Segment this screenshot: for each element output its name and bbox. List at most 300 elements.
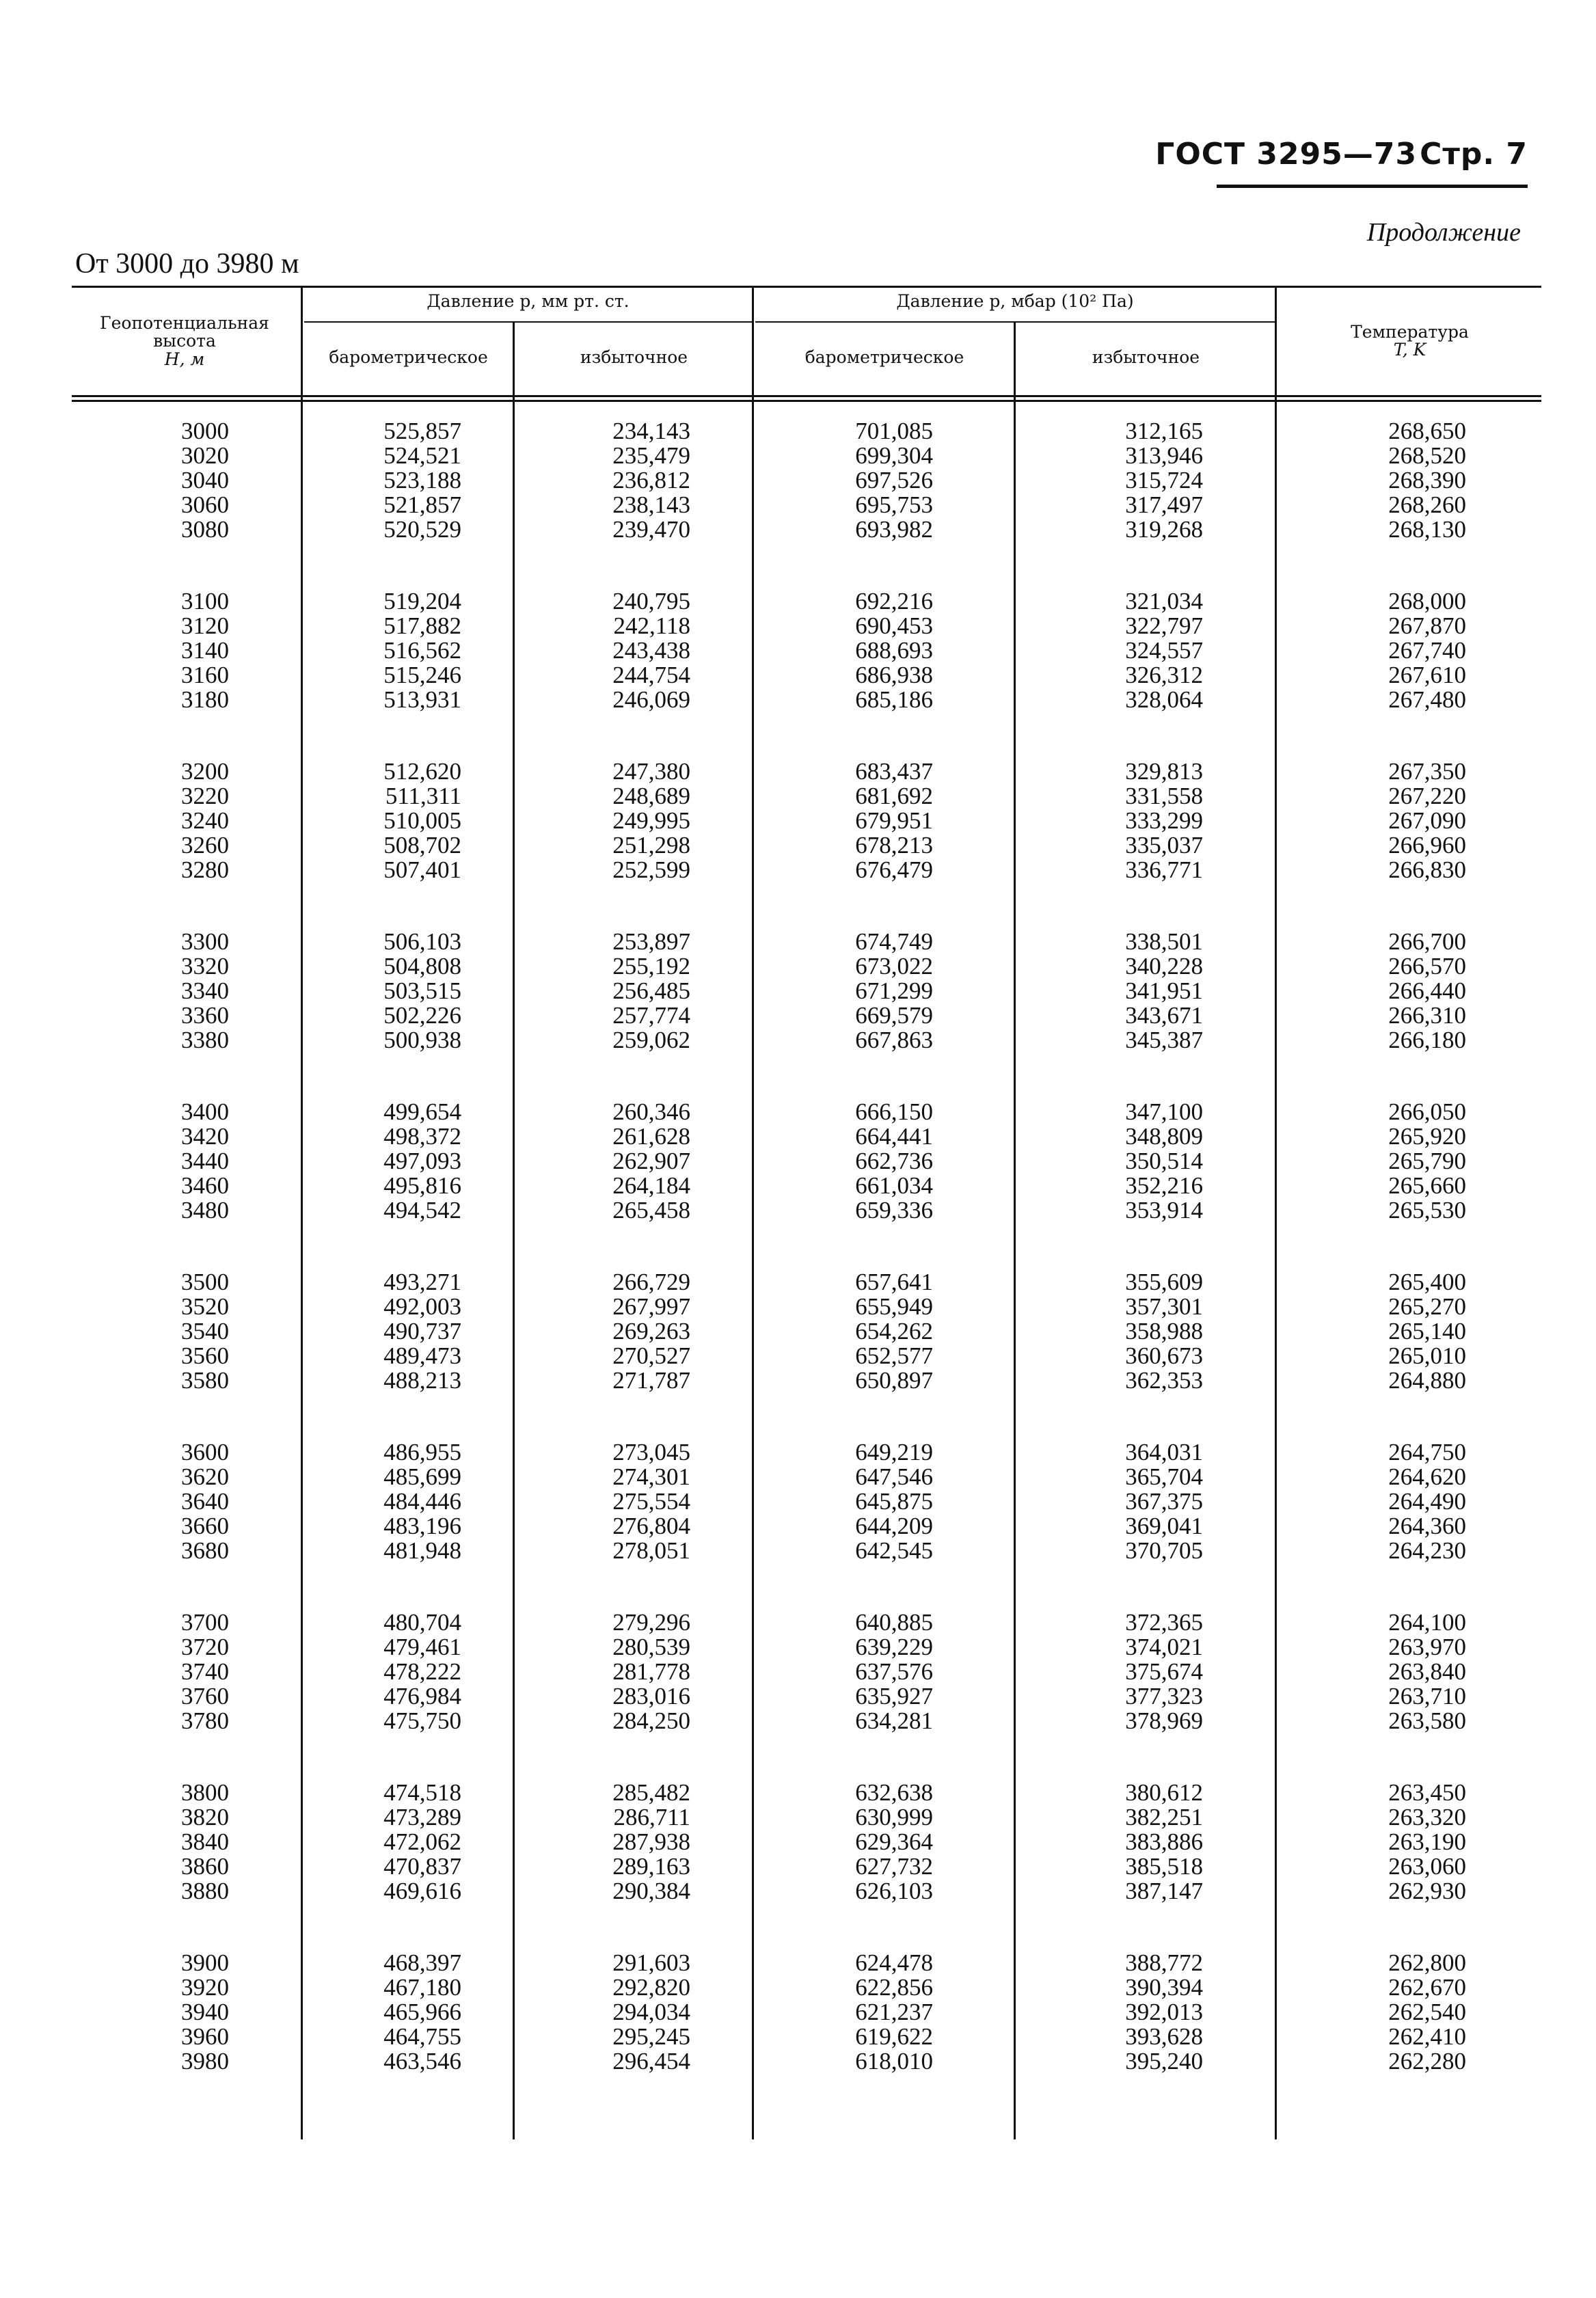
table-row — [72, 1100, 1541, 1124]
pressure-mbar-barometric-cell: 659,336 — [855, 1197, 933, 1224]
pressure-mbar-excess-cell: 367,375 — [1125, 1488, 1203, 1515]
pressure-mbar-barometric-cell: 666,150 — [855, 1098, 933, 1125]
height-cell: 3040 — [181, 467, 229, 494]
height-cell: 3600 — [181, 1439, 229, 1465]
pressure-mbar-barometric-cell: 626,103 — [855, 1878, 933, 1904]
height-cell: 3980 — [181, 2048, 229, 2074]
pressure-mbar-barometric-cell: 662,736 — [855, 1148, 933, 1174]
temperature-cell: 266,960 — [1388, 832, 1466, 859]
pressure-mbar-barometric-cell: 674,749 — [855, 928, 933, 955]
table-row — [72, 1440, 1541, 1465]
pressure-mm-excess-cell: 287,938 — [612, 1828, 690, 1855]
table-row — [72, 1684, 1541, 1709]
height-cell: 3620 — [181, 1463, 229, 1490]
temperature-cell: 268,650 — [1388, 418, 1466, 444]
pressure-mm-barometric-cell: 470,837 — [383, 1853, 461, 1880]
table-row — [72, 1805, 1541, 1830]
height-cell: 3660 — [181, 1513, 229, 1539]
table-row — [72, 1610, 1541, 1635]
pressure-mbar-barometric-cell: 650,897 — [855, 1367, 933, 1394]
pressure-mm-excess-cell: 239,470 — [612, 516, 690, 543]
temperature-column-header — [1278, 323, 1541, 360]
pressure-mm-excess-cell: 236,812 — [612, 467, 690, 494]
row-group — [72, 759, 1541, 882]
height-cell: 3200 — [181, 758, 229, 785]
height-cell: 3320 — [181, 953, 229, 979]
pressure-mbar-excess-cell: 377,323 — [1125, 1683, 1203, 1709]
gost-number: ГОСТ 3295—73 — [1155, 137, 1418, 172]
height-cell: 3060 — [181, 491, 229, 518]
pressure-mbar-excess-cell: 333,299 — [1125, 807, 1203, 834]
pressure-mm-excess-cell: 267,997 — [612, 1293, 690, 1320]
height-cell: 3460 — [181, 1172, 229, 1199]
pressure-mbar-excess-cell: 321,034 — [1125, 588, 1203, 614]
pressure-mm-barometric-cell: 513,931 — [383, 686, 461, 713]
table-row — [72, 2000, 1541, 2025]
pressure-mbar-barometric-cell: 679,951 — [855, 807, 933, 834]
range-caption: От 3000 до 3980 м — [75, 248, 299, 280]
pressure-mm-barometric-cell: 476,984 — [383, 1683, 461, 1709]
pressure-mbar-barometric-cell: 693,982 — [855, 516, 933, 543]
pressure-mbar-excess-cell: 312,165 — [1125, 418, 1203, 444]
temperature-cell: 264,750 — [1388, 1439, 1466, 1465]
table-row — [72, 468, 1541, 493]
pressure-mm-barometric-cell: 504,808 — [383, 953, 461, 979]
temperature-cell: 264,620 — [1388, 1463, 1466, 1490]
temperature-cell: 264,230 — [1388, 1537, 1466, 1564]
pressure-mm-excess-cell: 289,163 — [612, 1853, 690, 1880]
pressure-mbar-excess-cell: 372,365 — [1125, 1609, 1203, 1636]
table-row — [72, 2025, 1541, 2049]
table-row — [72, 1854, 1541, 1879]
pressure-mm-excess-header: избыточное — [580, 347, 688, 367]
table-row — [72, 1489, 1541, 1514]
height-header-line1: Геопотенциальная — [100, 313, 269, 333]
pressure-mbar-excess-cell: 345,387 — [1125, 1027, 1203, 1053]
pressure-mm-barometric-cell: 474,518 — [383, 1779, 461, 1806]
pressure-mbar-excess-cell: 383,886 — [1125, 1828, 1203, 1855]
temperature-cell: 265,530 — [1388, 1197, 1466, 1224]
row-group — [72, 930, 1541, 1053]
pressure-mbar-excess-cell: 392,013 — [1125, 1999, 1203, 2025]
table-row — [72, 1635, 1541, 1660]
pressure-mm-excess-cell: 279,296 — [612, 1609, 690, 1636]
pressure-mbar-excess-cell: 388,772 — [1125, 1949, 1203, 1976]
pressure-mm-excess-cell: 265,458 — [612, 1197, 690, 1224]
table-row — [72, 517, 1541, 542]
height-cell: 3160 — [181, 662, 229, 688]
pressure-mbar-barometric-cell: 657,641 — [855, 1269, 933, 1295]
pressure-mbar-barometric-cell: 640,885 — [855, 1609, 933, 1636]
pressure-mm-barometric-cell: 492,003 — [383, 1293, 461, 1320]
table-row — [72, 833, 1541, 858]
pressure-mbar-barometric-header: барометрическое — [804, 347, 964, 367]
pressure-mm-barometric-cell: 520,529 — [383, 516, 461, 543]
temperature-cell: 267,870 — [1388, 612, 1466, 639]
pressure-mm-excess-cell: 285,482 — [612, 1779, 690, 1806]
height-cell: 3180 — [181, 686, 229, 713]
pressure-mbar-excess-cell: 382,251 — [1125, 1804, 1203, 1830]
temperature-cell: 267,610 — [1388, 662, 1466, 688]
table-row — [72, 1951, 1541, 1975]
pressure-mbar-barometric-cell: 664,441 — [855, 1123, 933, 1150]
table-row — [72, 2049, 1541, 2074]
pressure-mbar-barometric-cell: 683,437 — [855, 758, 933, 785]
table-row — [72, 1149, 1541, 1174]
temperature-cell: 267,350 — [1388, 758, 1466, 785]
pressure-mbar-excess-cell: 360,673 — [1125, 1342, 1203, 1369]
pressure-mbar-excess-cell: 395,240 — [1125, 2048, 1203, 2074]
pressure-mm-excess-cell: 295,245 — [612, 2023, 690, 2050]
pressure-mm-excess-cell: 243,438 — [612, 637, 690, 664]
pressure-mbar-excess-cell: 387,147 — [1125, 1878, 1203, 1904]
pressure-mm-excess-cell: 261,628 — [612, 1123, 690, 1150]
pressure-mbar-excess-cell: 340,228 — [1125, 953, 1203, 979]
temperature-cell: 262,410 — [1388, 2023, 1466, 2050]
temperature-cell: 264,100 — [1388, 1609, 1466, 1636]
pressure-mbar-barometric-cell: 673,022 — [855, 953, 933, 979]
row-group — [72, 419, 1541, 542]
pressure-mm-barometric-cell: 508,702 — [383, 832, 461, 859]
table-row — [72, 1198, 1541, 1223]
height-cell: 3260 — [181, 832, 229, 859]
table-row — [72, 1660, 1541, 1684]
pressure-mbar-excess-cell: 358,988 — [1125, 1318, 1203, 1344]
pressure-mbar-excess-cell: 341,951 — [1125, 977, 1203, 1004]
pressure-mm-excess-cell: 294,034 — [612, 1999, 690, 2025]
pressure-mbar-excess-cell: 348,809 — [1125, 1123, 1203, 1150]
pressure-mbar-excess-cell: 347,100 — [1125, 1098, 1203, 1125]
table-row — [72, 809, 1541, 833]
temperature-cell: 263,970 — [1388, 1634, 1466, 1660]
height-cell: 3860 — [181, 1853, 229, 1880]
temperature-cell: 265,270 — [1388, 1293, 1466, 1320]
pressure-mm-excess-cell: 249,995 — [612, 807, 690, 834]
pressure-mm-barometric-cell: 484,446 — [383, 1488, 461, 1515]
height-cell: 3520 — [181, 1293, 229, 1320]
temperature-cell: 267,220 — [1388, 783, 1466, 809]
pressure-mm-excess-cell: 270,527 — [612, 1342, 690, 1369]
temperature-cell: 266,310 — [1388, 1002, 1466, 1029]
height-header-line2: высота — [153, 331, 216, 351]
height-header-line3: H, м — [164, 349, 205, 369]
pressure-mm-excess-cell: 276,804 — [612, 1513, 690, 1539]
pressure-mbar-excess-cell: 380,612 — [1125, 1779, 1203, 1806]
table-row — [72, 1830, 1541, 1854]
pressure-mbar-excess-cell: 378,969 — [1125, 1707, 1203, 1734]
table-row — [72, 1270, 1541, 1295]
pressure-mm-barometric-cell: 473,289 — [383, 1804, 461, 1830]
pressure-mm-barometric-header: барометрическое — [329, 347, 488, 367]
pressure-mm-barometric-cell: 485,699 — [383, 1463, 461, 1490]
pressure-mbar-excess-cell: 350,514 — [1125, 1148, 1203, 1174]
height-cell: 3880 — [181, 1878, 229, 1904]
temperature-header-line1: Температура — [1351, 322, 1469, 342]
height-cell: 3540 — [181, 1318, 229, 1344]
pressure-mm-barometric-cell: 506,103 — [383, 928, 461, 955]
pressure-mm-barometric-cell: 494,542 — [383, 1197, 461, 1224]
temperature-cell: 263,190 — [1388, 1828, 1466, 1855]
temperature-cell: 266,050 — [1388, 1098, 1466, 1125]
pressure-mbar-barometric-cell: 632,638 — [855, 1779, 933, 1806]
height-cell: 3920 — [181, 1974, 229, 2001]
temperature-cell: 263,840 — [1388, 1658, 1466, 1685]
height-cell: 3020 — [181, 442, 229, 469]
pressure-mm-excess-cell: 260,346 — [612, 1098, 690, 1125]
table-row — [72, 1879, 1541, 1904]
height-cell: 3560 — [181, 1342, 229, 1369]
continuation-label: Продолжение — [1366, 218, 1521, 247]
pressure-mm-excess-cell: 278,051 — [612, 1537, 690, 1564]
pressure-mm-barometric-cell: 497,093 — [383, 1148, 461, 1174]
height-cell: 3400 — [181, 1098, 229, 1125]
pressure-mm-barometric-cell: 472,062 — [383, 1828, 461, 1855]
pressure-mm-excess-cell: 252,599 — [612, 856, 690, 883]
table-row — [72, 1368, 1541, 1393]
temperature-cell: 262,670 — [1388, 1974, 1466, 2001]
pressure-mm-excess-cell: 259,062 — [612, 1027, 690, 1053]
pressure-mm-excess-cell: 291,603 — [612, 1949, 690, 1976]
table-row — [72, 493, 1541, 517]
pressure-mbar-excess-cell: 375,674 — [1125, 1658, 1203, 1685]
pressure-mbar-excess-cell: 369,041 — [1125, 1513, 1203, 1539]
pressure-mm-excess-cell: 242,118 — [613, 612, 690, 639]
temperature-cell: 262,930 — [1388, 1878, 1466, 1904]
pressure-mbar-barometric-cell: 695,753 — [855, 491, 933, 518]
pressure-mbar-excess-cell: 353,914 — [1125, 1197, 1203, 1224]
pressure-mm-excess-cell: 238,143 — [612, 491, 690, 518]
pressure-mm-excess-cell: 234,143 — [612, 418, 690, 444]
pressure-mm-barometric-cell: 521,857 — [383, 491, 461, 518]
pressure-mm-barometric-cell: 479,461 — [383, 1634, 461, 1660]
pressure-mbar-barometric-cell: 676,479 — [855, 856, 933, 883]
pressure-mbar-barometric-cell: 618,010 — [855, 2048, 933, 2074]
pressure-mm-barometric-cell: 490,737 — [383, 1318, 461, 1344]
table-row — [72, 1781, 1541, 1805]
pressure-mbar-excess-cell: 355,609 — [1125, 1269, 1203, 1295]
height-cell: 3280 — [181, 856, 229, 883]
temperature-cell: 262,540 — [1388, 1999, 1466, 2025]
pressure-mm-barometric-cell: 489,473 — [383, 1342, 461, 1369]
temperature-cell: 267,740 — [1388, 637, 1466, 664]
pressure-mm-excess-cell: 246,069 — [612, 686, 690, 713]
pressure-mm-excess-cell: 256,485 — [612, 977, 690, 1004]
height-cell: 3420 — [181, 1123, 229, 1150]
temperature-cell: 265,140 — [1388, 1318, 1466, 1344]
pressure-mbar-excess-cell: 338,501 — [1125, 928, 1203, 955]
pressure-mbar-barometric-cell: 642,545 — [855, 1537, 933, 1564]
temperature-cell: 262,800 — [1388, 1949, 1466, 1976]
pressure-mm-barometric-cell: 481,948 — [383, 1537, 461, 1564]
table-row — [72, 688, 1541, 712]
height-cell: 3500 — [181, 1269, 229, 1295]
table-row — [72, 614, 1541, 638]
pressure-mm-barometric-cell: 468,397 — [383, 1949, 461, 1976]
pressure-mbar-excess-cell: 335,037 — [1125, 832, 1203, 859]
temperature-cell: 266,830 — [1388, 856, 1466, 883]
temperature-cell: 265,400 — [1388, 1269, 1466, 1295]
pressure-mbar-excess-cell: 317,497 — [1125, 491, 1203, 518]
temperature-cell: 268,130 — [1388, 516, 1466, 543]
pressure-mbar-barometric-cell: 654,262 — [855, 1318, 933, 1344]
temperature-cell: 263,710 — [1388, 1683, 1466, 1709]
temperature-cell: 268,000 — [1388, 588, 1466, 614]
pressure-mbar-excess-cell: 362,353 — [1125, 1367, 1203, 1394]
pressure-mbar-barometric-cell: 690,453 — [855, 612, 933, 639]
table-row — [72, 858, 1541, 882]
pressure-mbar-barometric-cell: 697,526 — [855, 467, 933, 494]
pressure-mbar-excess-cell: 352,216 — [1125, 1172, 1203, 1199]
temperature-cell: 265,920 — [1388, 1123, 1466, 1150]
height-cell: 3760 — [181, 1683, 229, 1709]
pressure-mm-excess-cell: 275,554 — [612, 1488, 690, 1515]
pressure-mm-excess-cell: 286,711 — [613, 1804, 690, 1830]
pressure-mm-excess-cell: 266,729 — [612, 1269, 690, 1295]
temperature-cell: 268,390 — [1388, 467, 1466, 494]
page-header — [1155, 137, 1528, 172]
height-cell: 3480 — [181, 1197, 229, 1224]
height-cell: 3900 — [181, 1949, 229, 1976]
pressure-mbar-excess-cell: 374,021 — [1125, 1634, 1203, 1660]
pressure-mbar-barometric-cell: 622,856 — [855, 1974, 933, 2001]
pressure-mbar-excess-cell: 329,813 — [1125, 758, 1203, 785]
pressure-mm-excess-cell: 273,045 — [612, 1439, 690, 1465]
table-row — [72, 1344, 1541, 1368]
row-group — [72, 1610, 1541, 1733]
table-row — [72, 638, 1541, 663]
pressure-mbar-barometric-cell: 678,213 — [855, 832, 933, 859]
pressure-mbar-barometric-cell: 627,732 — [855, 1853, 933, 1880]
row-group — [72, 1270, 1541, 1393]
pressure-mm-barometric-cell: 467,180 — [383, 1974, 461, 2001]
pressure-mbar-excess-cell: 331,558 — [1125, 783, 1203, 809]
table-row — [72, 930, 1541, 954]
height-cell: 3360 — [181, 1002, 229, 1029]
pressure-mbar-barometric-cell: 669,579 — [855, 1002, 933, 1029]
pressure-mm-barometric-cell: 469,616 — [383, 1878, 461, 1904]
pressure-mm-excess-cell: 274,301 — [612, 1463, 690, 1490]
temperature-cell: 265,010 — [1388, 1342, 1466, 1369]
pressure-mm-excess-cell: 280,539 — [612, 1634, 690, 1660]
pressure-mbar-excess-cell: 390,394 — [1125, 1974, 1203, 2001]
pressure-mbar-barometric-cell: 624,478 — [855, 1949, 933, 1976]
pressure-mm-barometric-cell: 498,372 — [383, 1123, 461, 1150]
pressure-mbar-barometric-cell: 655,949 — [855, 1293, 933, 1320]
pressure-mm-excess-cell: 269,263 — [612, 1318, 690, 1344]
pressure-mbar-barometric-cell: 686,938 — [855, 662, 933, 688]
pressure-mbar-barometric-cell: 649,219 — [855, 1439, 933, 1465]
pressure-mm-barometric-cell: 525,857 — [383, 418, 461, 444]
table-row — [72, 1028, 1541, 1053]
pressure-mbar-barometric-cell: 647,546 — [855, 1463, 933, 1490]
pressure-mm-excess-cell: 296,454 — [612, 2048, 690, 2074]
height-cell: 3640 — [181, 1488, 229, 1515]
temperature-cell: 264,880 — [1388, 1367, 1466, 1394]
pressure-mm-barometric-cell: 500,938 — [383, 1027, 461, 1053]
pressure-mbar-barometric-cell: 629,364 — [855, 1828, 933, 1855]
table-row — [72, 663, 1541, 688]
pressure-mbar-barometric-cell: 637,576 — [855, 1658, 933, 1685]
pressure-mm-excess-cell: 290,384 — [612, 1878, 690, 1904]
pressure-mbar-barometric-cell: 644,209 — [855, 1513, 933, 1539]
height-cell: 3440 — [181, 1148, 229, 1174]
pressure-mbar-excess-cell: 324,557 — [1125, 637, 1203, 664]
pressure-mm-barometric-cell: 486,955 — [383, 1439, 461, 1465]
temperature-cell: 265,660 — [1388, 1172, 1466, 1199]
pressure-mbar-excess-cell: 328,064 — [1125, 686, 1203, 713]
height-cell: 3700 — [181, 1609, 229, 1636]
height-cell: 3300 — [181, 928, 229, 955]
pressure-mbar-barometric-cell: 699,304 — [855, 442, 933, 469]
row-group — [72, 589, 1541, 712]
pressure-mbar-barometric-cell: 634,281 — [855, 1707, 933, 1734]
height-cell: 3080 — [181, 516, 229, 543]
pressure-mm-barometric-cell: 507,401 — [383, 856, 461, 883]
pressure-mbar-barometric-cell: 621,237 — [855, 1999, 933, 2025]
table-row — [72, 589, 1541, 614]
height-cell: 3120 — [181, 612, 229, 639]
pressure-mm-excess-cell: 235,479 — [612, 442, 690, 469]
height-cell: 3840 — [181, 1828, 229, 1855]
pressure-mm-barometric-cell: 499,654 — [383, 1098, 461, 1125]
height-cell: 3240 — [181, 807, 229, 834]
height-cell: 3940 — [181, 1999, 229, 2025]
pressure-mbar-barometric-cell: 639,229 — [855, 1634, 933, 1660]
temperature-cell: 266,180 — [1388, 1027, 1466, 1053]
pressure-mm-barometric-cell: 515,246 — [383, 662, 461, 688]
temperature-cell: 263,450 — [1388, 1779, 1466, 1806]
pressure-mbar-excess-cell: 315,724 — [1125, 467, 1203, 494]
pressure-mm-barometric-cell: 510,005 — [383, 807, 461, 834]
header-bottom-rule-1 — [72, 395, 1541, 397]
table-row — [72, 979, 1541, 1003]
header-sub-rule-mm — [304, 321, 752, 323]
temperature-cell: 262,280 — [1388, 2048, 1466, 2074]
pressure-mbar-barometric-cell: 661,034 — [855, 1172, 933, 1199]
pressure-mbar-header: Давление p, мбар (10² Па) — [896, 291, 1134, 311]
table-row — [72, 419, 1541, 444]
pressure-mm-excess-cell: 251,298 — [612, 832, 690, 859]
height-column-header — [72, 314, 297, 368]
pressure-mbar-barometric-cell: 701,085 — [855, 418, 933, 444]
height-cell: 3000 — [181, 418, 229, 444]
temperature-cell: 266,570 — [1388, 953, 1466, 979]
pressure-mm-excess-cell: 284,250 — [612, 1707, 690, 1734]
temperature-cell: 266,440 — [1388, 977, 1466, 1004]
pressure-mbar-excess-cell: 336,771 — [1125, 856, 1203, 883]
pressure-mbar-barometric-cell: 630,999 — [855, 1804, 933, 1830]
pressure-mbar-excess-header: избыточное — [1092, 347, 1200, 367]
pressure-mm-barometric-cell: 493,271 — [383, 1269, 461, 1295]
pressure-mm-header: Давление p, мм рт. ст. — [427, 291, 630, 311]
pressure-mm-barometric-cell: 463,546 — [383, 2048, 461, 2074]
temperature-cell: 267,480 — [1388, 686, 1466, 713]
pressure-mm-excess-cell: 257,774 — [612, 1002, 690, 1029]
pressure-mbar-barometric-cell: 688,693 — [855, 637, 933, 664]
pressure-mm-excess-cell: 247,380 — [612, 758, 690, 785]
pressure-mm-barometric-cell: 517,882 — [383, 612, 461, 639]
pressure-mm-excess-cell: 255,192 — [612, 953, 690, 979]
pressure-mm-barometric-cell: 480,704 — [383, 1609, 461, 1636]
row-group — [72, 1100, 1541, 1223]
pressure-mbar-barometric-cell: 685,186 — [855, 686, 933, 713]
height-cell: 3720 — [181, 1634, 229, 1660]
height-cell: 3960 — [181, 2023, 229, 2050]
height-cell: 3580 — [181, 1367, 229, 1394]
table-row — [72, 1539, 1541, 1563]
height-cell: 3780 — [181, 1707, 229, 1734]
table-row — [72, 1124, 1541, 1149]
